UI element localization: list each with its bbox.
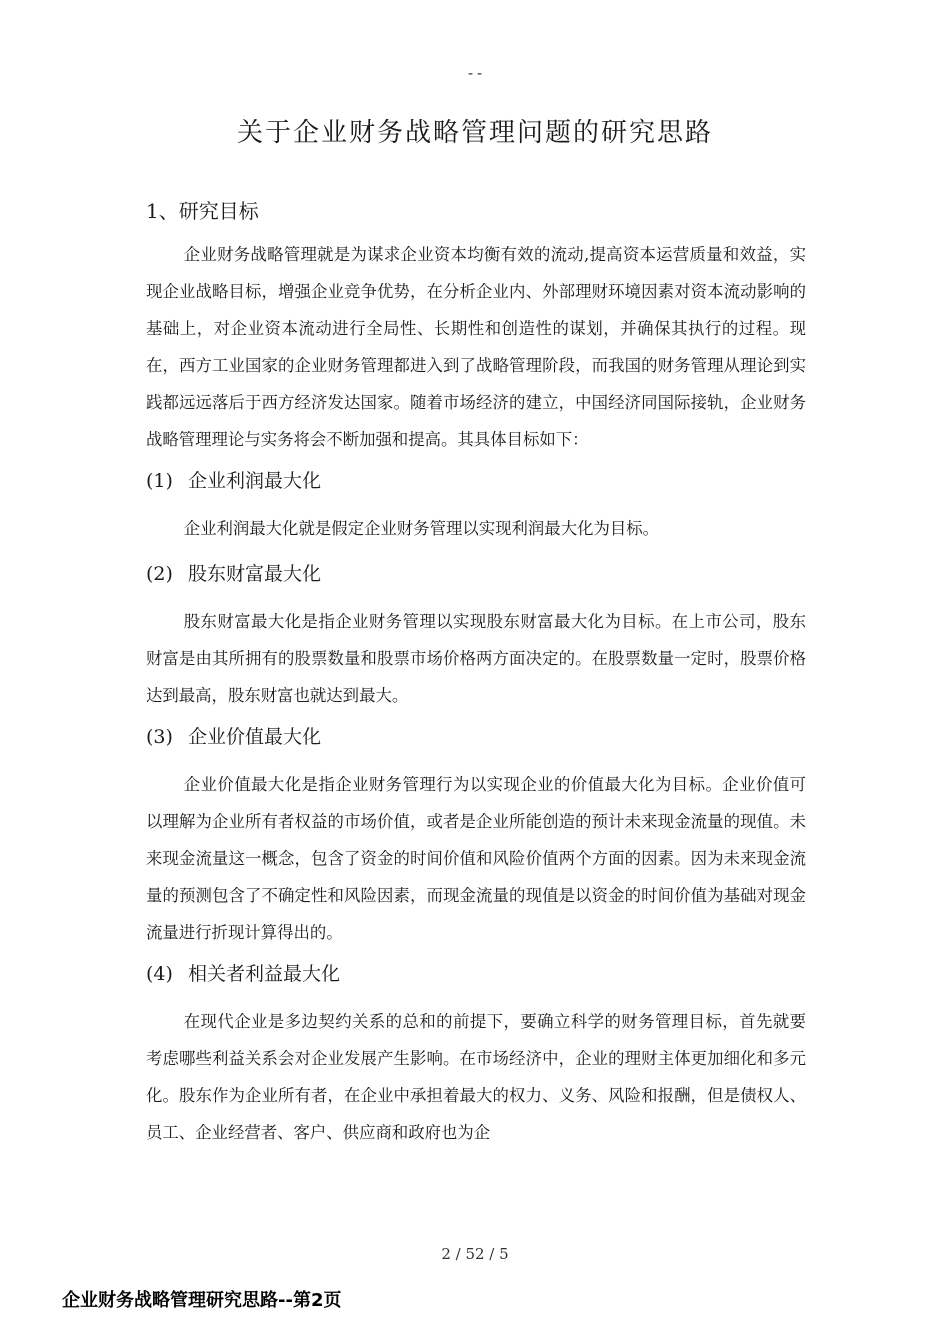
subheading-text: 股东财富最大化 <box>188 563 322 585</box>
intro-paragraph: 企业财务战略管理就是为谋求企业资本均衡有效的流动,提高资本运营质量和效益，实现企业战略目标，增强企业竞争优势，在分析企业内、外部理财环境因素对资本流动影响的基础上，对企业资本流动进行全局性、长期性和创造性的谋划，并确保其执行的过程。现在，西方工业国家的企业财务管理都进入到了战略管理阶段，而我国的财务管理从理论到实践都远远落后于西方经济发达国家。随着市场经济的建立，中国经济同国际接轨，企业财务战略管理理论与实务将会不断加强和提高。其具体目标如下： <box>146 245 806 449</box>
document-title: 关于企业财务战略管理问题的研究思路 <box>236 118 713 148</box>
subheading-text: 企业价值最大化 <box>188 726 322 748</box>
document-body <box>146 196 806 1155</box>
subheading-1 <box>146 466 806 496</box>
header-mark: -- <box>465 64 485 82</box>
subheading-text: 企业利润最大化 <box>188 470 322 492</box>
paragraph-2: 股东财富最大化是指企业财务管理以实现股东财富最大化为目标。在上市公司，股东财富是由其所拥有的股票数量和股票市场价格两方面决定的。在股票数量一定时，股票价格达到最高，股东财富也就达到最大。 <box>146 612 806 705</box>
subheading-number: (4) <box>146 963 173 985</box>
subheading-number: (1) <box>146 470 173 492</box>
page-number: 2 / 52 / 5 <box>441 1245 509 1263</box>
paragraph-3: 企业价值最大化是指企业财务管理行为以实现企业的价值最大化为目标。企业价值可以理解为企业所有者权益的市场价值，或者是企业所能创造的预计未来现金流量的现值。未来现金流量这一概念，包含了资金的时间价值和风险价值两个方面的因素。因为未来现金流量的预测包含了不确定性和风险因素，而现金流量的现值是以资金的时间价值为基础对现金流量进行折现计算得出的。 <box>146 775 806 942</box>
paragraph-4: 在现代企业是多边契约关系的总和的前提下，要确立科学的财务管理目标，首先就要考虑哪些利益关系会对企业发展产生影响。在市场经济中，企业的理财主体更加细化和多元化。股东作为企业所有者，在企业中承担着最大的权力、义务、风险和报酬，但是债权人、员工、企业经营者、客户、供应商和政府也为企 <box>146 1012 806 1142</box>
subheading-2 <box>146 559 806 589</box>
subheading-4 <box>146 959 806 989</box>
footer-caption: 企业财务战略管理研究思路--第2页 <box>62 1290 342 1311</box>
subheading-text: 相关者利益最大化 <box>188 963 341 985</box>
subheading-3 <box>146 722 806 752</box>
section-heading: 1、研究目标 <box>146 199 259 223</box>
subheading-number: (3) <box>146 726 173 748</box>
paragraph-1: 企业利润最大化就是假定企业财务管理以实现利润最大化为目标。 <box>183 519 660 538</box>
subheading-number: (2) <box>146 563 173 585</box>
